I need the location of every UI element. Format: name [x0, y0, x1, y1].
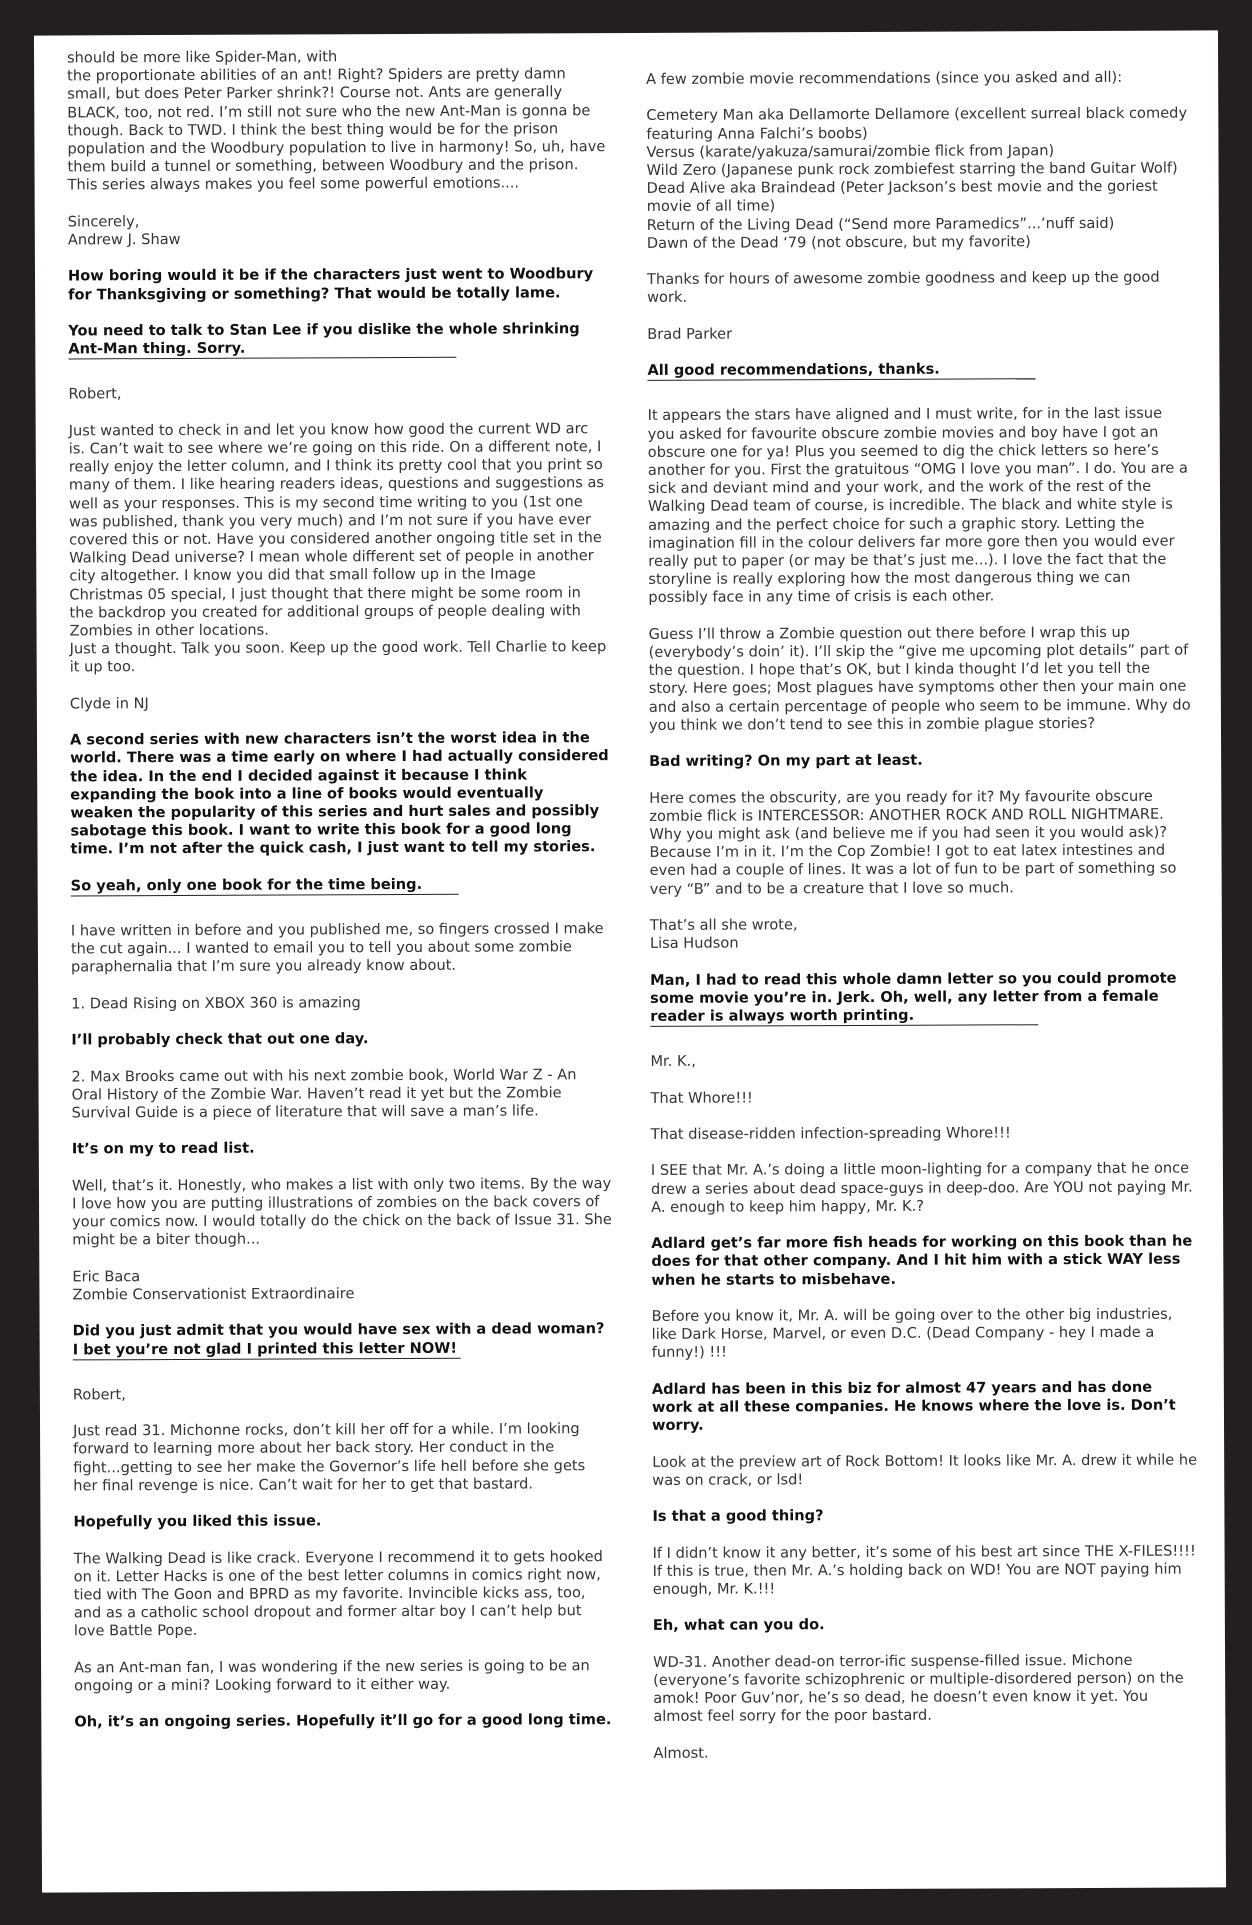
letter-paragraph: I have written in before and you published me, so fingers crossed I make the cut again... I wanted to email you to tell you about some zombie paraphernalia that I’m sure you already know about.	[70, 920, 604, 976]
letter-paragraph: The Walking Dead is like crack. Everyone I recommend it to gets hooked on it. Letter Hacks is one of the best letter columns in comics right now, tied with The Goon and BPRD as my favorite. Invincible kicks ass, too, and as a catholic school dropout and former altar boy I can’t help but love Battle Pope.	[73, 1547, 603, 1640]
editor-reply: How boring would it be if the characters just went to Woodbury for Thanksgiving or something? That would be totally lame.	[67, 265, 594, 304]
editor-reply: Hopefully you liked this issue.	[73, 1512, 322, 1531]
letter-paragraph: Guess I’ll throw a Zombie question out there before I wrap this up (everybody’s doin’ it). I’ll skip the “give me upcoming plot details” part of the question. I hope that’s OK, but I kinda thought I’d let you tell the story. Here goes; Most plagues have symptoms other then your main one and also a certain percentage of people who seem to be immune. Why do you think we don’t tend to see this in zombie plague stories?	[648, 623, 1191, 734]
editor-reply: All good recommendations, thanks.	[647, 360, 940, 380]
letter-paragraph: Just read 31. Michonne rocks, don’t kill her off for a while. I’m looking forward to learning more about her back story. Her conduct in the fight...getting to see her make the Governor’s life hell before she gets her final revenge is nice. Can’t wait for her to get that bastard.	[73, 1420, 586, 1495]
editor-reply: So yeah, only one book for the time being.	[70, 875, 423, 895]
editor-reply: Eh, what can you do.	[652, 1616, 825, 1635]
editor-reply: Oh, it’s an ongoing series. Hopefully it’ll go for a good long time.	[74, 1711, 612, 1731]
letter-paragraph: Brad Parker	[647, 325, 733, 343]
editor-reply: A second series with new characters isn’t the worst idea in the world. There was a time early on where I had actually considered the idea. In the end I decided against it because I think expanding the book into a line of books would eventually weaken the popularity of this series and hurt sales and possibly sabotage this book. I want to write this book for a good long time. I’m not after the quick cash, I just want to tell my stories.	[69, 729, 609, 858]
letter-paragraph: WD-31. Another dead-on terror-ific suspense-filled issue. Michone (everyone’s favorite schizophrenic or multiple-disordered person) on the amok! Poor Guv’nor, he’s so dead, he doesn’t even know it yet. You almost feel sorry for the poor bastard.	[653, 1651, 1184, 1726]
letter-paragraph: 1. Dead Rising on XBOX 360 is amazing	[71, 994, 361, 1013]
letter-paragraph: Well, that’s it. Honestly, who makes a list with only two items. By the way I love how you are putting illustrations of zombies on the back covers of your comics now. I would totally do the chick on the back of Issue 31. She might be a biter though...	[71, 1174, 612, 1249]
letter-paragraph: Robert,	[72, 1386, 126, 1404]
letter-paragraph: That disease-ridden infection-spreading Whore!!!	[650, 1124, 1011, 1143]
letter-paragraph: Before you know it, Mr. A. will be going over to the other big industries, like Dark Horse, Marvel, or even D.C. (Dead Company - hey I made a funny!) !!!	[651, 1305, 1173, 1362]
editor-reply: Man, I had to read this whole damn letter so you could promote some movie you’re in. Jerk. Oh, well, any letter from a female reader is always worth printing.	[650, 969, 1177, 1025]
editor-reply: You need to talk to Stan Lee if you dislike the whole shrinking Ant-Man thing. Sorry.	[68, 320, 580, 358]
letter-paragraph: Almost.	[653, 1744, 709, 1762]
editor-reply: Did you just admit that you would have sex with a dead woman? I bet you’re not glad I printed this letter NOW!	[72, 1320, 605, 1359]
letter-paragraph: I SEE that Mr. A.’s doing a little moon-lighting for a company that he once drew a series about dead space-guys in deep-doo. Are YOU not paying Mr. A. enough to keep him happy, Mr. K.?	[650, 1159, 1193, 1216]
letter-paragraph: If I didn’t know it any better, it’s some of his best art since THE X-FILES!!!! If this is true, then Mr. A.’s holding back on WD! You are NOT paying him enough, Mr. K.!!!	[652, 1542, 1196, 1598]
letter-paragraph: Robert,	[68, 385, 122, 403]
letter-paragraph: Eric Baca Zombie Conservationist Extraordinaire	[72, 1267, 355, 1304]
letter-paragraph: Thanks for hours of awesome zombie goodness and keep up the good work.	[646, 268, 1160, 307]
letter-paragraph: Sincerely, Andrew J. Shaw	[67, 212, 181, 249]
editor-reply: Bad writing? On my part at least.	[649, 751, 923, 771]
letter-paragraph: A few zombie movie recommendations (since you asked and all):	[646, 68, 1123, 88]
letter-paragraph: Cemetery Man aka Dellamorte Dellamore (excellent surreal black comedy featuring Anna Falchi’s boobs) Versus (karate/yakuza/samurai/zombie flick from Japan) Wild Zero (Japanese punk rock zombiefest starring the band Guitar Wolf) Dead Alive aka Braindead (Peter Jackson’s best movie and the goriest movie of all time) Return of the Living Dead (“Send more Paramedics”...’nuff said) Dawn of the Dead ‘79 (not obscure, but my favorite)	[646, 104, 1188, 252]
letter-paragraph: As an Ant-man fan, I was wondering if the new series is going to be an ongoing or a mini? Looking forward to it either way.	[74, 1656, 590, 1695]
letters-page	[34, 30, 1226, 1892]
editor-reply: Adlard get’s far more fish heads for working on this book than he does for that other company. And I hit him with a stick WAY less when he starts to misbehave.	[651, 1232, 1193, 1289]
editor-reply: Adlard has been in this biz for almost 47 years and has done work at all these companies. He knows where the love is. Don’t worry.	[651, 1378, 1176, 1435]
right-column	[646, 69, 1198, 1782]
editor-reply: I’ll probably check that out one day.	[71, 1030, 369, 1049]
letter-paragraph: That’s all she wrote, Lisa Hudson	[649, 916, 798, 953]
editor-reply: It’s on my to read list.	[71, 1140, 255, 1158]
letter-paragraph: Mr. K.,	[650, 1052, 696, 1071]
editor-reply: Is that a good thing?	[652, 1507, 824, 1526]
letter-paragraph: That Whore!!!	[650, 1089, 753, 1107]
letter-paragraph: Here comes the obscurity, are you ready for it? My favourite obscure zombie flick is INTERCESSOR: ANOTHER ROCK AND ROLL NIGHTMARE. Why you might ask (and believe me if you had seen it you would ask)? Because I’m in it. I’m the Cop Zombie! I got to eat latex intestines and even had a couple of lines. It was a lot of fun to be part of something so very “B” and to be a creature that I love so much.	[649, 787, 1177, 898]
letter-paragraph: should be more like Spider-Man, with the proportionate abilities of an ant! Right? Spiders are pretty damn small, but does Peter Parker shrink?! Course not. Ants are generally BLACK, too, not red. I’m still not sure who the new Ant-Man is gonna be though. Back to TWD. I think the best thing would be for the prison population and the Woodbury population to live in harmony! So, uh, have them build a tunnel or something, between Woodbury and the prison. This series always makes you feel some powerful emotions....	[67, 48, 606, 194]
letter-paragraph: It appears the stars have aligned and I must write, for in the last issue you asked for favourite obscure zombie movies and boy have I got an obscure one for ya! Plus you seemed to dig the chick letters so here’s another for you. First the gratuitous “OMG I love you man”. I do. You are a sick and deviant mind and your work, and the work of the rest of the Walking Dead team of course, is incredible. The black and white style is amazing and the perfect choice for such a graphic story. Letting the imagination fill in the colour delivers far more gore then you would ever really put to paper (or may be that’s just me...). I love the fact that the storyline is really exploring how the most dangerous thing we can possibly face in any time of crisis is each other.	[647, 405, 1188, 607]
left-column	[67, 47, 614, 1750]
letter-paragraph: 2. Max Brooks came out with his next zombie book, World War Z - An Oral History of the Zombie War. Haven’t read it yet but the Zombie Survival Guide is a piece of literature that will save a man’s life.	[71, 1065, 577, 1122]
letter-paragraph: Just wanted to check in and let you know how good the current WD arc is. Can’t wait to see where we’re going on this ride. On a different note, I really enjoy the letter column, and I think its pretty cool that you print so many of them. I like hearing readers ideas, questions and suggestions as well as your responses. This is my second time writing to you (1st one was published, thank you very much) and I’m not sure if you have ever covered this or not. Have you considered another ongoing title set in the Walking Dead universe? I mean whole different set of people in another city altogether. I know you did that small follow up in the Image Christmas 05 special, I just thought that there might be some room in the backdrop you created for additional groups of people dealing with Zombies in other locations. Just a thought. Talk you soon. Keep up the good work. Tell Charlie to keep it up too.	[68, 419, 607, 676]
letter-paragraph: Look at the preview art of Rock Bottom! It looks like Mr. A. drew it while he was on crack, or lsd!	[652, 1451, 1198, 1489]
letter-paragraph: Clyde in NJ	[69, 694, 149, 713]
